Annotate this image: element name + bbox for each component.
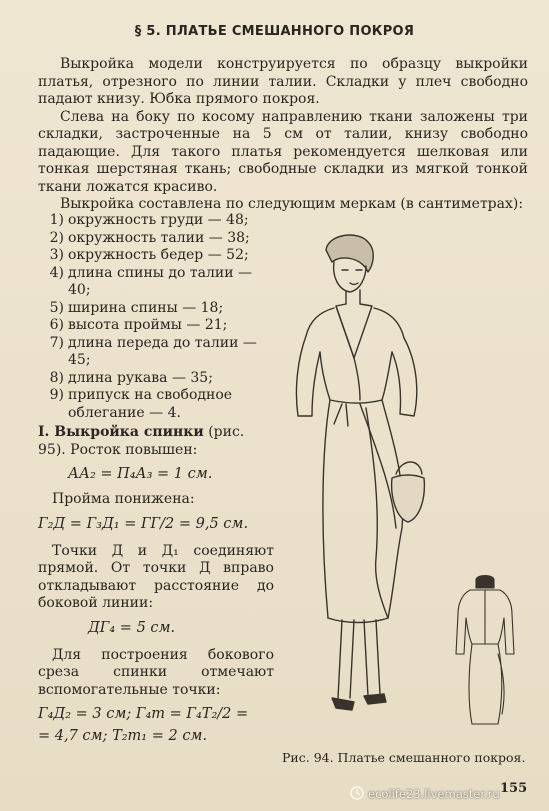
list-item: 7) длина переда до талии — 45; — [49, 334, 257, 368]
list-item: 9) припуск на свободное облегание — 4. — [49, 387, 233, 421]
formula-3: ДГ₄ = 5 см. — [88, 619, 176, 636]
figure-caption: Рис. 94. Платье смешанного покроя. — [282, 750, 526, 765]
list-item: 1) окружность груди — 48; — [49, 212, 249, 228]
watermark-icon — [350, 786, 364, 800]
intro-paragraph-3: Выкройка составлена по следующим меркам (в сантиметрах): — [60, 196, 524, 212]
formula-2: Г₂Д = Г₃Д₁ = ГГ/2 = 9,5 см. — [38, 515, 249, 532]
watermark: ecolife23.livemaster.ru — [368, 787, 500, 801]
measurements-list — [38, 212, 268, 422]
intro-paragraph-2: Слева на боку по косому направлению ткани заложены три складки, застроченные на 5 см от талии, книзу свободно падающие. Для такого платья рекомендуется шелковая или тонкая шерстяная ткань; свободные складки из мягкой тонкой ткани ложатся красиво. — [38, 108, 528, 195]
dress-back-illustration — [452, 574, 518, 734]
formula-4: Г₄Д₂ = 3 см; Г₄т = Г₄Т₂/2 = — [38, 706, 249, 722]
section-heading: § 5. ПЛАТЬЕ СМЕШАННОГО ПОКРОЯ — [134, 24, 415, 39]
list-item: 3) окружность бедер — 52; — [49, 247, 249, 263]
back-pattern-section — [38, 424, 274, 745]
intro-text — [38, 56, 528, 214]
side-cut-text: Для построения бокового среза спинки отмечают вспомогательные точки: — [38, 646, 274, 698]
intro-paragraph-1: Выкройка модели конструируется по образцу выкройки платья, отрезного по линии талии. Складки у плеч свободно падают книзу. Юбка прямого покроя. — [38, 56, 528, 107]
list-item: 2) окружность талии — 38; — [49, 229, 250, 246]
list-item: 8) длина рукава — 35; — [49, 369, 213, 386]
page-number: 155 — [500, 781, 528, 796]
formula-1: АА₂ = П₄А₃ = 1 см. — [68, 466, 213, 482]
dress-front-illustration — [276, 228, 456, 736]
formula-5: = 4,7 см; Т₂т₁ = 2 см. — [38, 728, 208, 744]
list-item: 5) ширина спины — 18; — [49, 299, 224, 316]
armhole-text: Пройма понижена: — [52, 491, 195, 507]
list-item: 6) высота проймы — 21; — [49, 317, 228, 333]
section-title: I. Выкройка спинки — [38, 424, 204, 440]
points-text: Точки Д и Д₁ соединяют прямой. От точки Д вправо откладывают расстояние до боковой линии: — [38, 542, 274, 611]
list-item: 4) длина спины до талии — 40; — [49, 264, 252, 298]
section-intro: I. Выкройка спинки (рис. 95). Росток повышен: — [38, 424, 245, 458]
